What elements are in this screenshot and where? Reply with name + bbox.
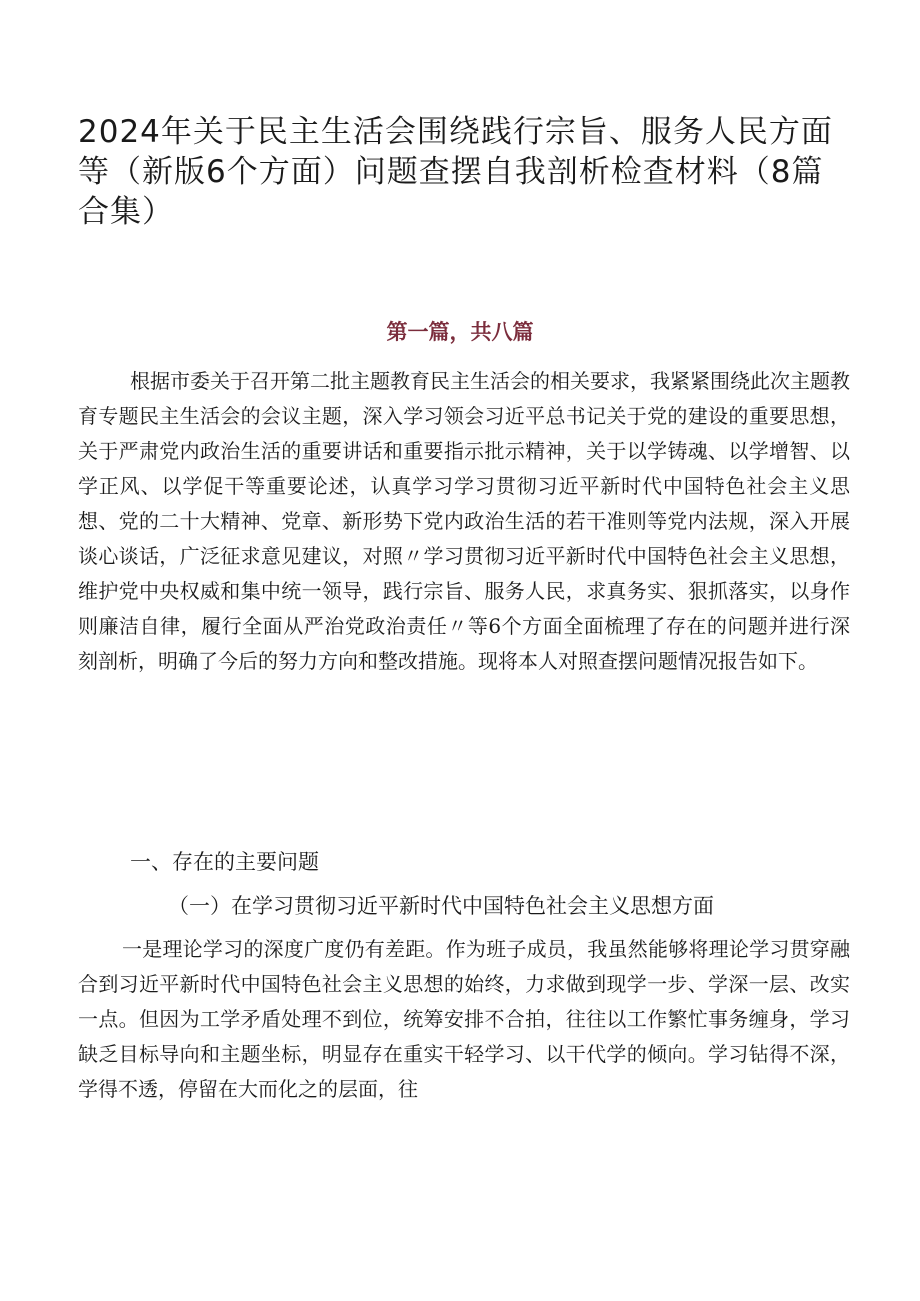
section-title: 第一篇，共八篇 xyxy=(386,320,534,344)
intro-paragraph: 根据市委关于召开第二批主题教育民主生活会的相关要求，我紧紧围绕此次主题教育专题民主生活会的会议主题，深入学习领会习近平总书记关于党的建设的重要思想，关于严肃党内政治生活的重要讲话和重要指示批示精神，关于以学铸魂、以学增智、以学正风、以学促干等重要论述，认真学习学习贯彻习近平新时代中国特色社会主义思想、党的二十大精神、党章、新形势下党内政治生活的若干准则等党内法规，深入开展谈心谈话，广泛征求意见建议，对照〃学习贯彻习近平新时代中国特色社会主义思想，维护党中央权威和集中统一领导，践行宗旨、服务人民，求真务实、狠抓落实，以身作则廉洁自律，履行全面从严治党政治责任〃等6个方面全面梳理了存在的问题并进行深刻剖析，明确了今后的努力方向和整改措施。现将本人对照查摆问题情况报告如下。 xyxy=(78,369,850,673)
body-paragraph: 一是理论学习的深度广度仍有差距。作为班子成员，我虽然能够将理论学习贯穿融合到习近平新时代中国特色社会主义思想的始终，力求做到现学一步、学深一层、改实一点。但因为工学矛盾处理不到位，统筹安排不合拍，往往以工作繁忙事务缠身，学习缺乏目标导向和主题坐标，明显存在重实干轻学习、以干代学的倾向。学习钻得不深，学得不透，停留在大而化之的层面，往 xyxy=(78,937,850,1101)
heading-level-1: 一、存在的主要问题 xyxy=(130,850,319,874)
heading-level-2: （一）在学习贯彻习近平新时代中国特色社会主义思想方面 xyxy=(168,894,714,918)
document-title: 2024年关于民主生活会围绕践行宗旨、服务人民方面等（新版6个方面）问题查摆自我剖析检查材料（8篇合集） xyxy=(78,114,833,230)
